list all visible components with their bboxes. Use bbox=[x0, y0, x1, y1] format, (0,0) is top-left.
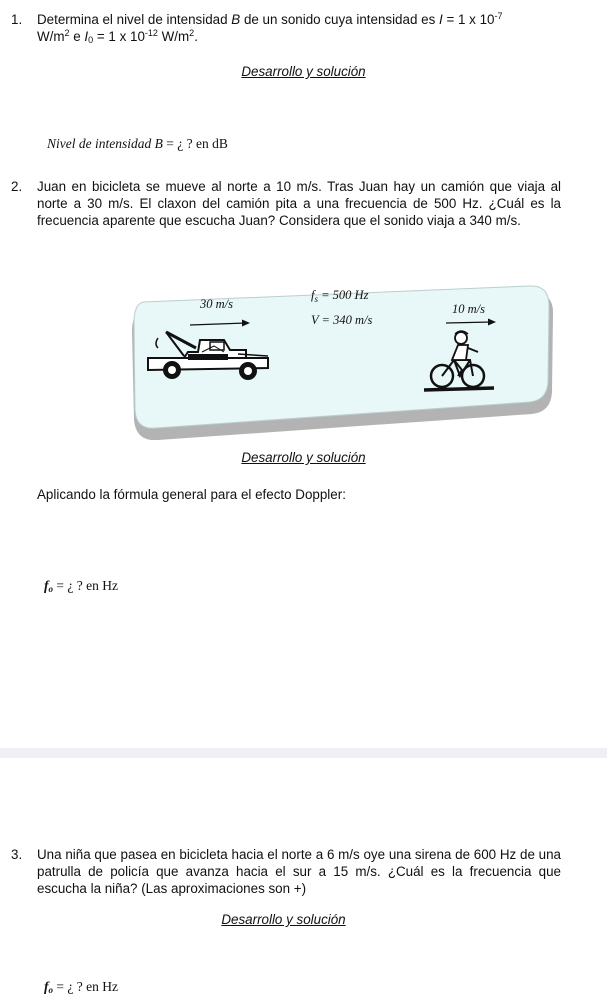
bike-speed-label: 10 m/s bbox=[452, 302, 485, 316]
question-text: Determina el nivel de intensidad B de un sonido cuya intensidad es I = 1 x $10^{-7}$ $W/m^2$ e $I_0 = 1$ x $10^{-12}$ $W/m^2$. bbox=[37, 11, 503, 45]
question-number: 2. bbox=[11, 179, 23, 194]
ground-line bbox=[424, 388, 494, 390]
solution-heading: Desarrollo y solución bbox=[241, 450, 366, 465]
question-1 bbox=[11, 11, 561, 45]
source-frequency-label: $f_s = 500$ Hz bbox=[311, 288, 369, 304]
formula-intro: Aplicando la fórmula general para el efecto Doppler: bbox=[37, 487, 346, 502]
truck-speed-label: 30 m/s bbox=[200, 297, 233, 311]
doppler-figure bbox=[128, 268, 554, 440]
answer-line: $f_o$ = ¿ ? en Hz bbox=[44, 578, 118, 594]
answer-line: $f_o$ = ¿ ? en Hz bbox=[44, 979, 118, 995]
answer-line: Nivel de intensidad B = ¿ ? en dB bbox=[47, 136, 228, 151]
question-number: 1. bbox=[11, 12, 23, 27]
worksheet-page-2 bbox=[0, 758, 607, 1007]
question-2 bbox=[11, 178, 561, 250]
sound-speed-label: V = 340 m/s bbox=[311, 313, 373, 327]
question-number: 3. bbox=[11, 847, 23, 862]
question-3 bbox=[11, 846, 561, 900]
question-text: Juan en bicicleta se mueve al norte a 10 m/s. Tras Juan hay un camión que viaja al norte a 30 m/s. El claxon del camión pita a una frecuencia de 500 Hz. ¿Cuál es la frecuencia aparente que escucha Juan? Considera que el sonido viaja a 340 m/s. bbox=[37, 179, 561, 228]
solution-heading: Desarrollo y solución bbox=[221, 912, 346, 927]
question-text: Una niña que pasea en bicicleta hacia el norte a 6 m/s oye una sirena de 600 Hz de una patrulla de policía que avanza hacia el sur a 15 m/s. ¿Cuál es la frecuencia que escucha la niña? (Las aproximaciones son +) bbox=[37, 847, 561, 896]
page-separator bbox=[0, 748, 607, 758]
solution-heading: Desarrollo y solución bbox=[241, 64, 366, 79]
